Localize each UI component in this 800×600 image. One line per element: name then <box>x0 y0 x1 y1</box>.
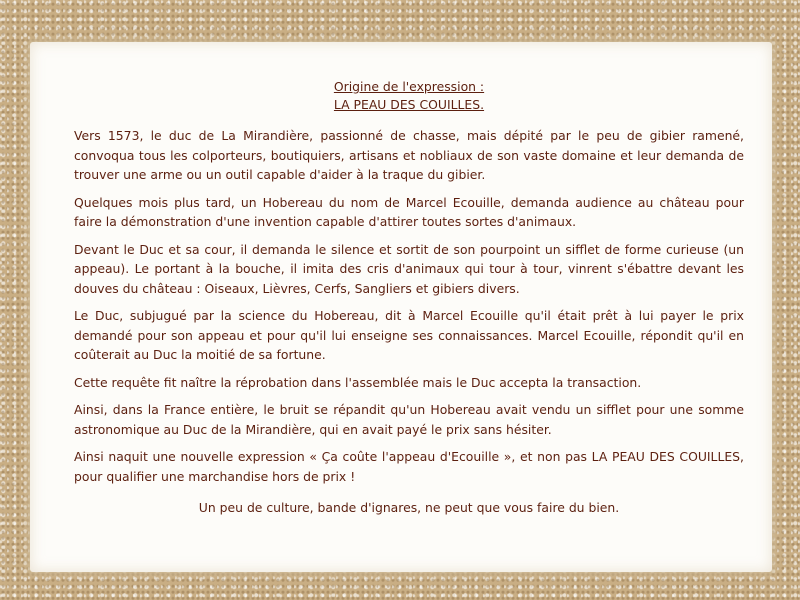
paragraph-6: Ainsi, dans la France entière, le bruit se répandit qu'un Hobereau avait vendu un sifflet pour une somme astronomique au Duc de la Mirandière, qui en avait payé le prix sans hésiter. <box>74 402 744 437</box>
document-body <box>74 78 744 518</box>
title-line-2: LA PEAU DES COUILLES. <box>333 97 485 112</box>
paragraph-5: Cette requête fit naître la réprobation dans l'assemblée mais le Duc accepta la transaction. <box>74 374 642 390</box>
paragraph-3: Devant le Duc et sa cour, il demanda le silence et sortit de son pourpoint un sifflet de forme curieuse (un appeau). Le portant à la bouche, il imita des cris d'animaux qui tour à tour, vinrent s'ébattre devant les douves du château : Oiseaux, Lièvres, Cerfs, Sangliers et gibiers divers. <box>74 241 744 296</box>
title-line-1: Origine de l'expression : <box>333 79 485 94</box>
paragraph-2: Quelques mois plus tard, un Hobereau du nom de Marcel Ecouille, demanda audience au château pour faire la démonstration d'une invention capable d'attirer toutes sortes d'animaux. <box>74 194 744 229</box>
paragraph-4: Le Duc, subjugué par la science du Hobereau, dit à Marcel Ecouille qu'il était prêt à lui payer le prix demandé pour son appeau et pour qu'il lui enseigne ses connaissances. Marcel Ecouille, répondit qu'il en coûterait au Duc la moitié de sa fortune. <box>74 308 744 362</box>
closing-line: Un peu de culture, bande d'ignares, ne peut que vous faire du bien. <box>198 500 620 515</box>
paragraph-7: Ainsi naquit une nouvelle expression « Ça coûte l'appeau d'Ecouille », et non pas LA PEAU DES COUILLES, pour qualifier une marchandise hors de prix ! <box>74 449 744 484</box>
paragraph-1: Vers 1573, le duc de La Mirandière, passionné de chasse, mais dépité par le peu de gibier ramené, convoqua tous les colporteurs, boutiquiers, artisans et nobliaux de son vaste domaine et leur demanda de trouver une arme ou un outil capable d'aider à la traque du gibier. <box>74 128 744 182</box>
